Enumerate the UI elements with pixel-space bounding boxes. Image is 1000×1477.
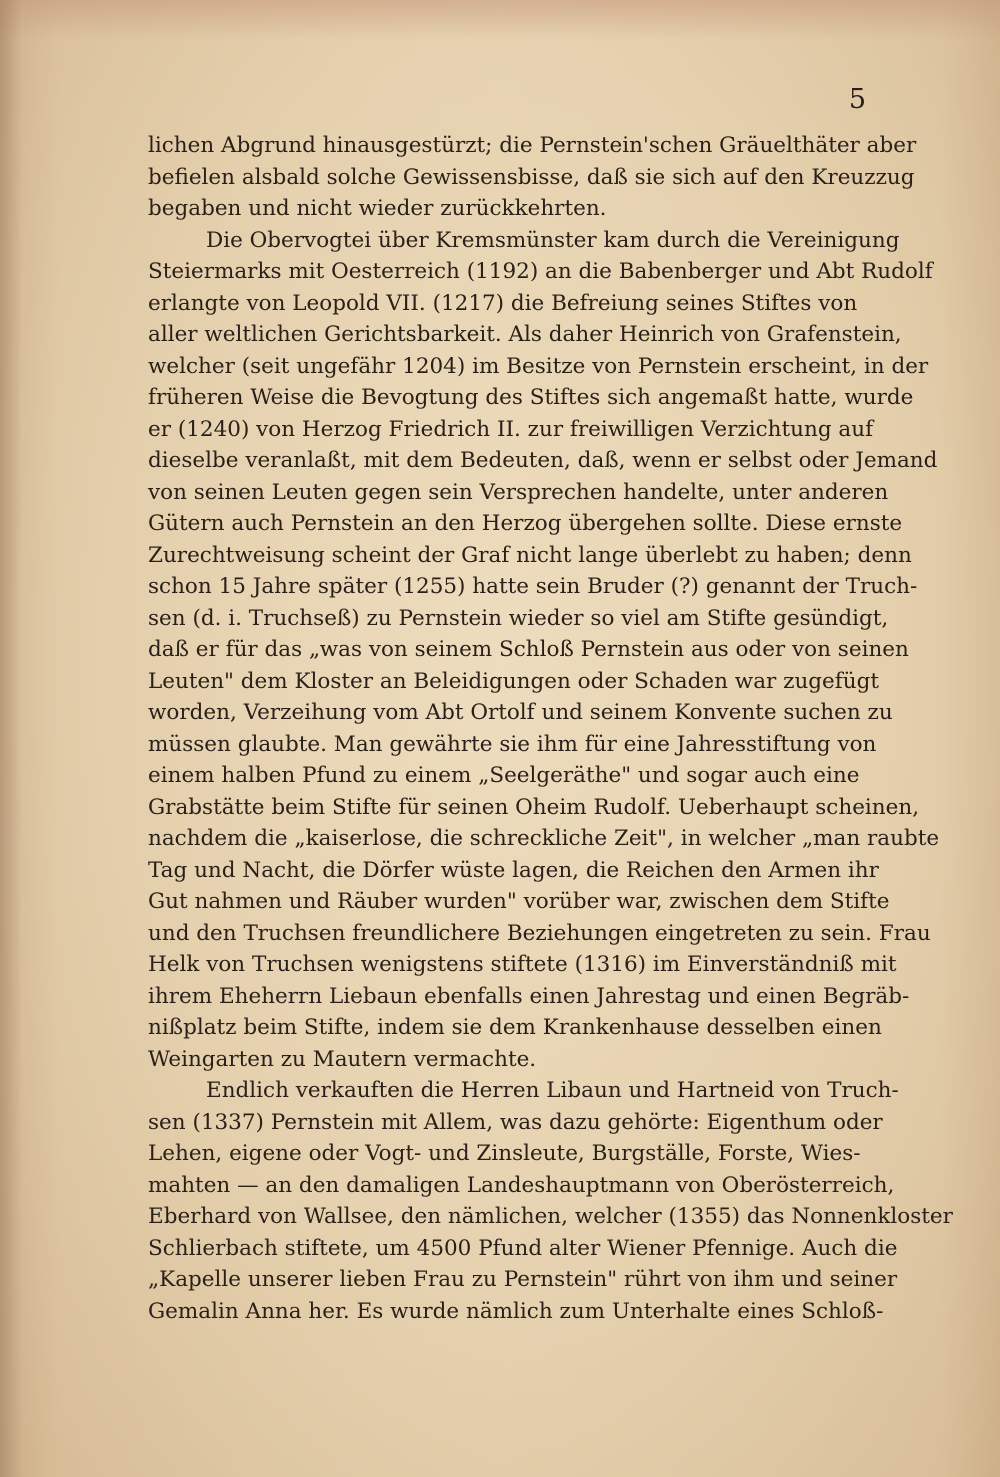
text-line: Tag und Nacht, die Dörfer wüste lagen, die Reichen den Armen ihr bbox=[148, 857, 879, 883]
text-line: „Kapelle unserer lieben Frau zu Pernstein" rührt von ihm und seiner bbox=[148, 1267, 898, 1292]
text-line: befielen alsbald solche Gewissensbisse, daß sie sich auf den Kreuzzug bbox=[148, 164, 915, 190]
text-line: Endlich verkauften die Herren Libaun und Hartneid von Truch- bbox=[206, 1078, 899, 1103]
page-number: 5 bbox=[848, 84, 866, 115]
paragraph-3 bbox=[148, 1075, 953, 1327]
text-line: Schlierbach stiftete, um 4500 Pfund alter Wiener Pfennige. Auch die bbox=[148, 1235, 898, 1261]
text-line: Eberhard von Wallsee, den nämlichen, welcher (1355) das Nonnenkloster bbox=[148, 1204, 953, 1229]
body-text bbox=[148, 130, 953, 1327]
text-line: ihrem Eheherrn Liebaun ebenfalls einen Jahrestag und einen Begräb- bbox=[148, 983, 910, 1009]
text-line: schon 15 Jahre später (1255) hatte sein Bruder (?) genannt der Truch- bbox=[148, 574, 918, 599]
text-line: begaben und nicht wieder zurückkehrten. bbox=[148, 196, 607, 221]
text-line: mahten — an den damaligen Landeshauptmann von Oberösterreich, bbox=[148, 1172, 895, 1198]
text-line: früheren Weise die Bevogtung des Stiftes sich angemaßt hatte, wurde bbox=[148, 385, 914, 410]
paragraph-2 bbox=[148, 225, 940, 1076]
text-line: Gut nahmen und Räuber wurden" vorüber war, zwischen dem Stifte bbox=[148, 889, 890, 914]
paragraph-1 bbox=[148, 130, 917, 225]
text-line: nachdem die „kaiserlose, die schreckliche Zeit", in welcher „man raubte bbox=[148, 826, 940, 851]
text-line: erlangte von Leopold VII. (1217) die Befreiung seines Stiftes von bbox=[148, 290, 858, 316]
text-line: von seinen Leuten gegen sein Versprechen handelte, unter anderen bbox=[148, 479, 889, 505]
text-line: Gemalin Anna her. Es wurde nämlich zum Unterhalte eines Schloß- bbox=[148, 1298, 884, 1324]
text-line: sen (1337) Pernstein mit Allem, was dazu gehörte: Eigenthum oder bbox=[148, 1109, 883, 1135]
text-line: Zurechtweisung scheint der Graf nicht lange überlebt zu haben; denn bbox=[148, 542, 912, 568]
text-line: Steiermarks mit Oesterreich (1192) an die Babenberger und Abt Rudolf bbox=[148, 259, 933, 284]
text-line: Grabstätte beim Stifte für seinen Oheim Rudolf. Ueberhaupt scheinen, bbox=[148, 794, 920, 820]
text-line: und den Truchsen freundlichere Beziehungen eingetreten zu sein. Frau bbox=[148, 920, 931, 946]
text-line: nißplatz beim Stifte, indem sie dem Krankenhause desselben einen bbox=[148, 1015, 882, 1040]
text-line: Die Obervogtei über Kremsmünster kam durch die Vereinigung bbox=[206, 227, 900, 253]
text-line: welcher (seit ungefähr 1204) im Besitze von Pernstein erscheint, in der bbox=[148, 353, 929, 379]
text-line: dieselbe veranlaßt, mit dem Bedeuten, daß, wenn er selbst oder Jemand bbox=[148, 448, 938, 473]
text-line: einem halben Pfund zu einem „Seelgeräthe" und sogar auch eine bbox=[148, 763, 860, 788]
text-line: müssen glaubte. Man gewährte sie ihm für eine Jahresstiftung von bbox=[148, 731, 877, 757]
text-line: Gütern auch Pernstein an den Herzog übergehen sollte. Diese ernste bbox=[148, 511, 903, 536]
text-line: Leuten" dem Kloster an Beleidigungen oder Schaden war zugefügt bbox=[148, 668, 879, 694]
text-line: Helk von Truchsen wenigstens stiftete (1316) im Einverständniß mit bbox=[148, 952, 897, 977]
text-line: er (1240) von Herzog Friedrich II. zur freiwilligen Verzichtung auf bbox=[148, 416, 874, 442]
text-line: Lehen, eigene oder Vogt- und Zinsleute, Burgställe, Forste, Wies- bbox=[148, 1141, 861, 1166]
text-line: lichen Abgrund hinausgestürzt; die Pernstein'schen Gräuelthäter aber bbox=[148, 133, 917, 158]
text-line: aller weltlichen Gerichtsbarkeit. Als daher Heinrich von Grafenstein, bbox=[148, 322, 902, 347]
text-line: daß er für das „was von seinem Schloß Pernstein aus oder von seinen bbox=[148, 637, 909, 662]
text-line: sen (d. i. Truchseß) zu Pernstein wieder so viel am Stifte gesündigt, bbox=[148, 605, 889, 631]
text-line: worden, Verzeihung vom Abt Ortolf und seinem Konvente suchen zu bbox=[148, 700, 893, 725]
text-line: Weingarten zu Mautern vermachte. bbox=[148, 1046, 537, 1072]
